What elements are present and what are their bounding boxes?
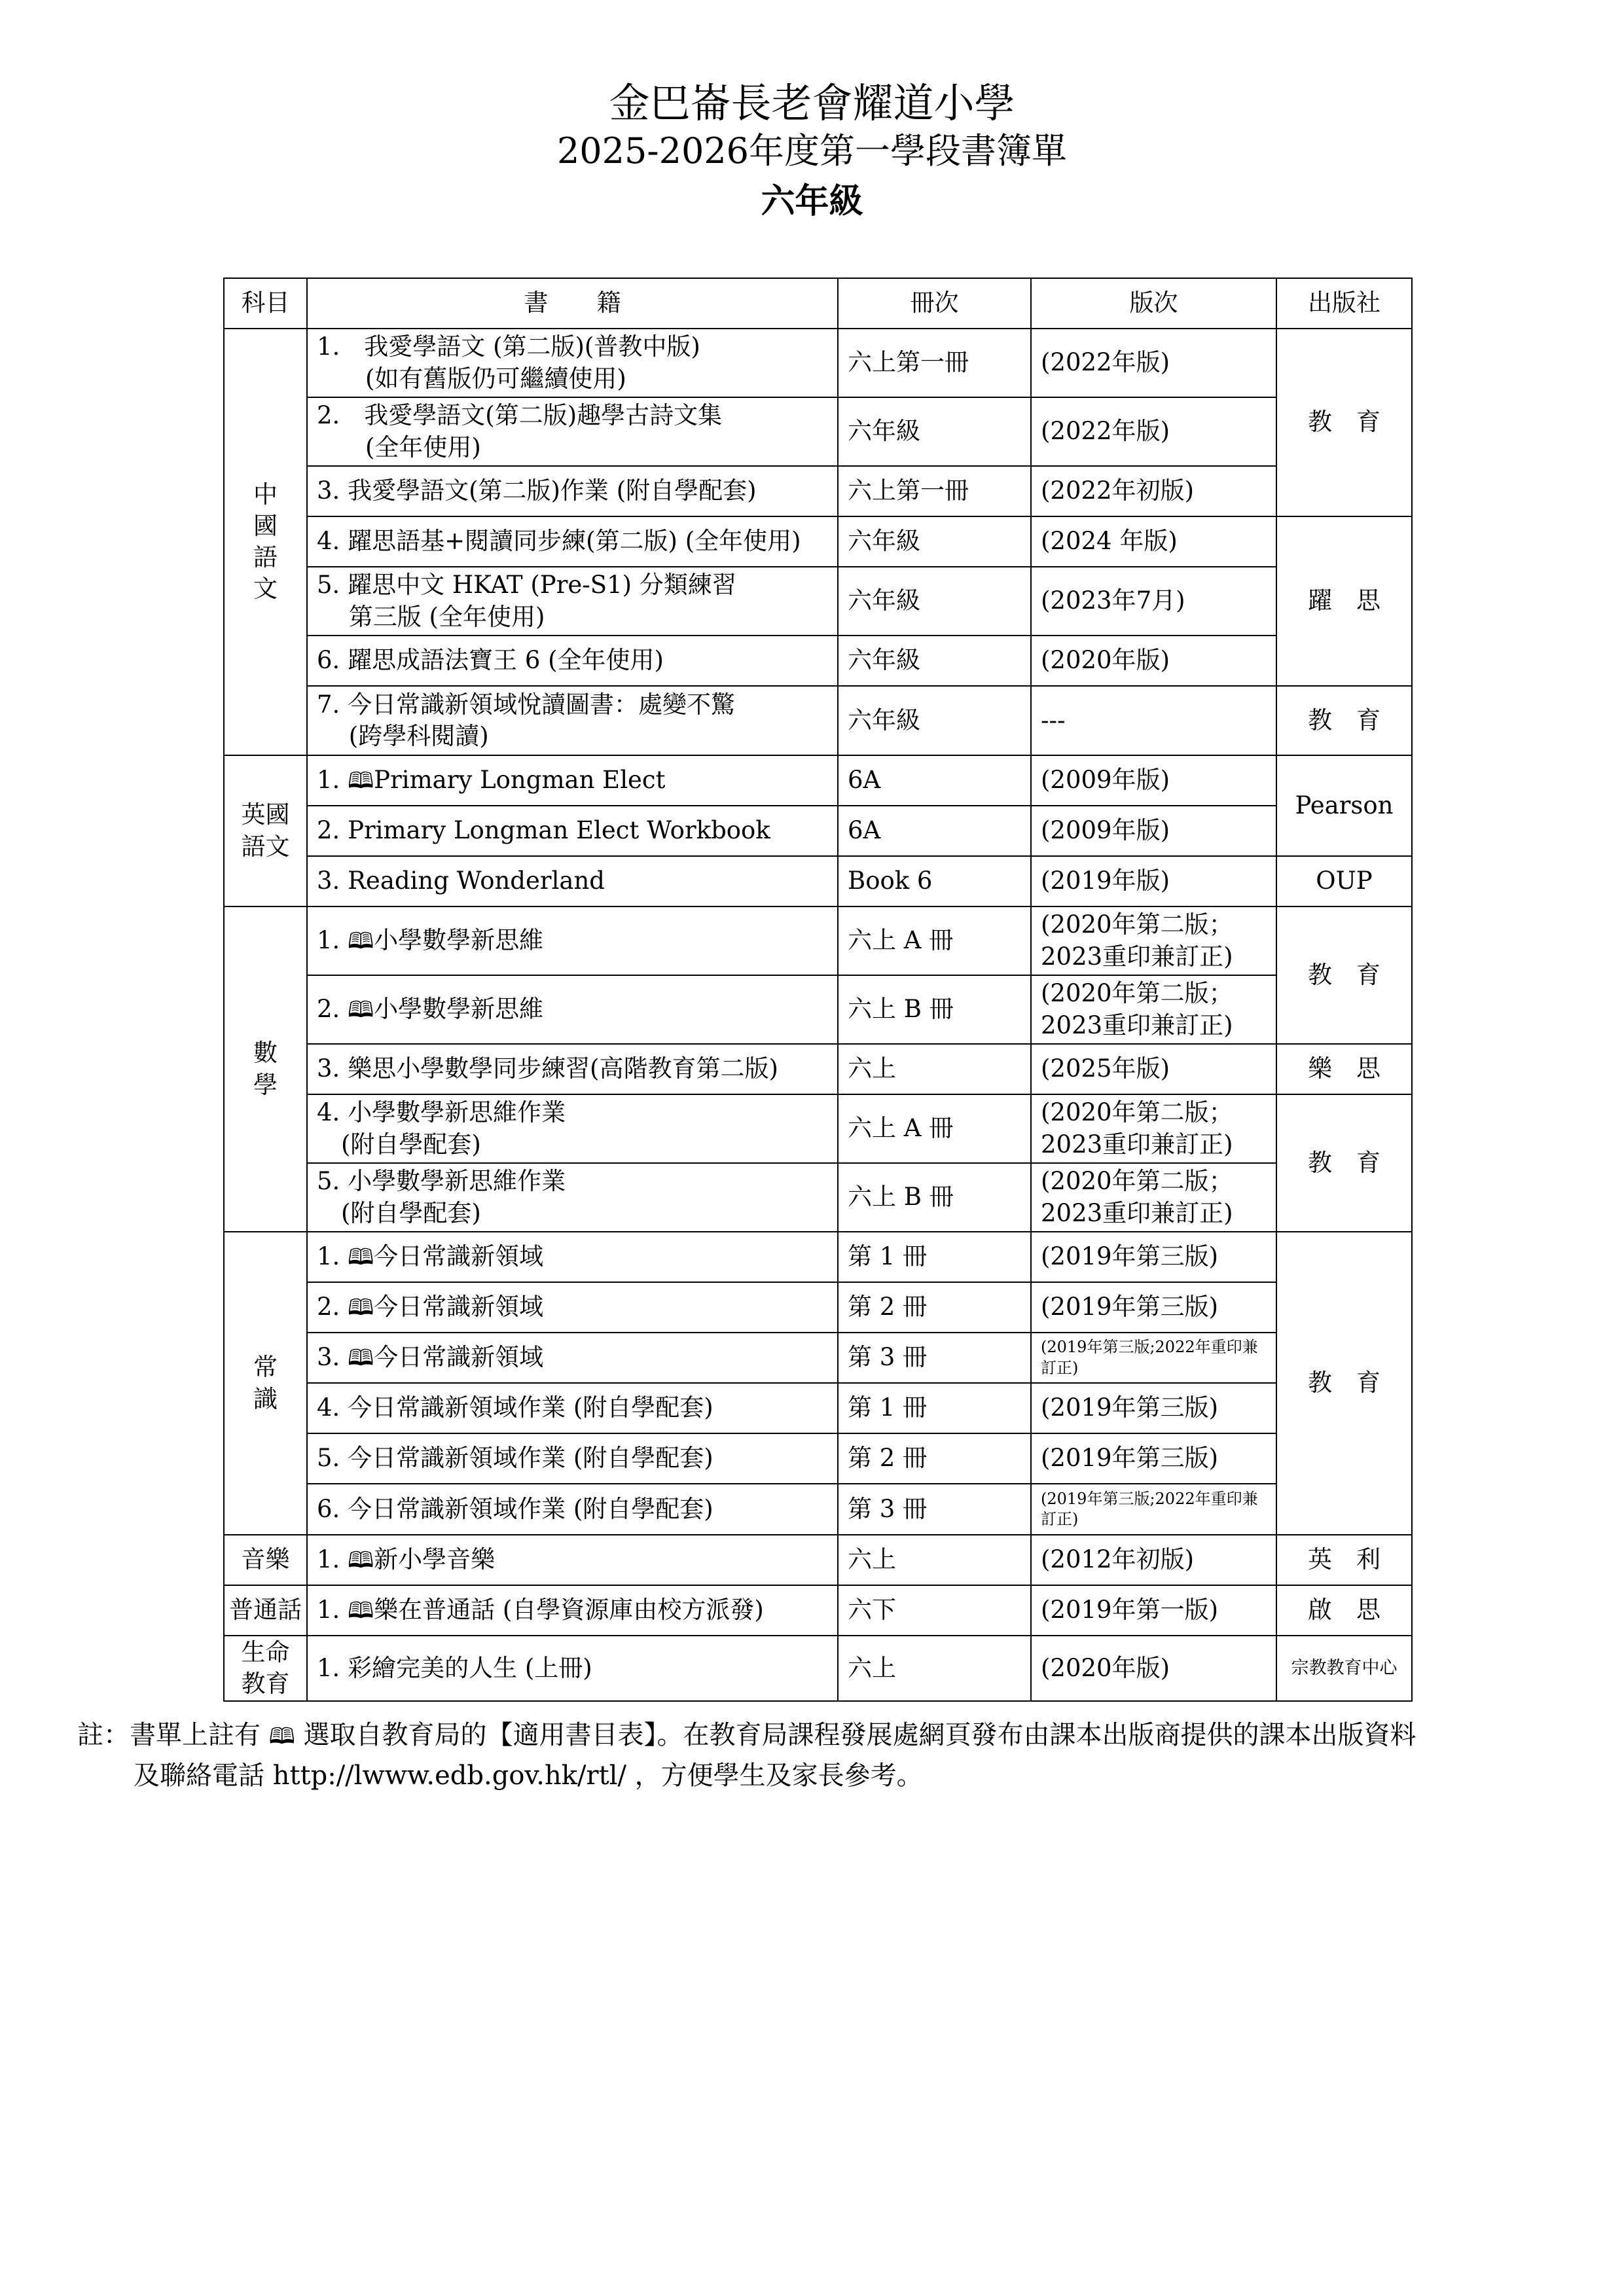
book-edition: (2019年第三版;2022年重印兼訂正) (1031, 1333, 1276, 1383)
table-row (224, 1044, 1412, 1094)
book-edition: (2022年初版) (1031, 466, 1276, 516)
book-title: 1. 🕮今日常識新領域 (307, 1232, 838, 1282)
publisher: 啟 思 (1276, 1585, 1412, 1636)
book-edition: (2019年第三版) (1031, 1433, 1276, 1484)
book-title: 3. 樂思小學數學同步練習(高階教育第二版) (307, 1044, 838, 1094)
book-volume: 六上第一冊 (838, 466, 1031, 516)
booklist-title: 2025-2026年度第一學段書簿單 (556, 130, 1068, 171)
book-edition: (2020年第二版； 2023重印兼訂正) (1031, 975, 1276, 1044)
header-volume: 冊次 (838, 278, 1031, 329)
book-volume: 六年級 (838, 516, 1031, 567)
book-volume: 六年級 (838, 636, 1031, 686)
book-edition: --- (1031, 686, 1276, 755)
book-edition: (2009年版) (1031, 755, 1276, 806)
footnote (77, 1715, 1416, 1796)
school-name: 金巴崙長老會耀道小學 (609, 79, 1015, 127)
book-edition: (2022年版) (1031, 397, 1276, 466)
book-icon: 🕮 (348, 768, 374, 795)
publisher: 宗教教育中心 (1276, 1636, 1412, 1701)
subject-chinese: 中 國 語 文 (224, 329, 307, 755)
publisher: 樂 思 (1276, 1044, 1412, 1094)
book-volume: 第 1 冊 (838, 1383, 1031, 1433)
book-volume: 六上 B 冊 (838, 1163, 1031, 1232)
book-edition: (2023年7月) (1031, 567, 1276, 636)
book-edition: (2019年第三版) (1031, 1282, 1276, 1333)
book-icon: 🕮 (348, 1295, 374, 1321)
book-title: 1. 我愛學語文 (第二版)(普教中版) (如有舊版仍可繼續使用) (307, 329, 838, 397)
table-row (224, 329, 1412, 397)
book-volume: 六上第一冊 (838, 329, 1031, 397)
book-volume: 六年級 (838, 567, 1031, 636)
book-edition: (2024 年版) (1031, 516, 1276, 567)
book-volume: 第 1 冊 (838, 1232, 1031, 1282)
table-row (224, 1094, 1412, 1163)
book-edition: (2019年版) (1031, 856, 1276, 906)
table-row (224, 806, 1412, 856)
book-edition: (2020年版) (1031, 1636, 1276, 1701)
book-title: 7. 今日常識新領域悅讀圖書：處變不驚 (跨學科閱讀) (307, 686, 838, 755)
book-icon: 🕮 (348, 928, 374, 955)
publisher: 英 利 (1276, 1535, 1412, 1585)
book-title: 4. 小學數學新思維作業 (附自學配套) (307, 1094, 838, 1163)
book-title: 6. 今日常識新領域作業 (附自學配套) (307, 1484, 838, 1535)
publisher: Pearson (1276, 755, 1412, 856)
book-volume: 六上 A 冊 (838, 1094, 1031, 1163)
table-row (224, 1636, 1412, 1701)
book-icon: 🕮 (348, 1345, 374, 1372)
book-title: 1. 🕮小學數學新思維 (307, 906, 838, 975)
publisher: 教 育 (1276, 686, 1412, 755)
footnote-line-2: 及聯絡電話 http://lwww.edb.gov.hk/rtl/ ，方便學生及家長參考。 (134, 1761, 923, 1791)
book-icon: 🕮 (348, 1244, 374, 1271)
table-row (224, 636, 1412, 686)
table-row (224, 466, 1412, 516)
book-volume: 第 3 冊 (838, 1484, 1031, 1535)
table-header-row (224, 278, 1412, 329)
book-title: 2. Primary Longman Elect Workbook (307, 806, 838, 856)
book-edition: (2020年版) (1031, 636, 1276, 686)
header-subject: 科目 (224, 278, 307, 329)
book-edition: (2019年第一版) (1031, 1585, 1276, 1636)
book-title: 4. 今日常識新領域作業 (附自學配套) (307, 1383, 838, 1433)
publisher: OUP (1276, 856, 1412, 906)
book-volume: 六上 A 冊 (838, 906, 1031, 975)
publisher: 教 育 (1276, 1094, 1412, 1232)
book-edition: (2019年第三版;2022年重印兼訂正) (1031, 1484, 1276, 1535)
subject-life-education: 生命 教育 (224, 1636, 307, 1701)
booklist-table (223, 278, 1413, 1702)
footnote-line-1: 註：書單上註有 🕮 選取自教育局的【適用書目表】。在教育局課程發展處網頁發布由課本出版商提供的課本出版資料 (77, 1715, 1416, 1755)
book-volume: 6A (838, 755, 1031, 806)
table-row (224, 975, 1412, 1044)
table-row (224, 856, 1412, 906)
book-title: 5. 躍思中文 HKAT (Pre-S1) 分類練習 第三版 (全年使用) (307, 567, 838, 636)
header-edition: 版次 (1031, 278, 1276, 329)
book-edition: (2019年第三版) (1031, 1232, 1276, 1282)
table-row (224, 516, 1412, 567)
book-icon: 🕮 (348, 1547, 374, 1574)
table-row (224, 686, 1412, 755)
book-title: 1. 🕮新小學音樂 (307, 1535, 838, 1585)
book-edition: (2019年第三版) (1031, 1383, 1276, 1433)
subject-general-studies: 常 識 (224, 1232, 307, 1535)
table-row (224, 1282, 1412, 1333)
book-edition: (2022年版) (1031, 329, 1276, 397)
book-title: 2. 🕮小學數學新思維 (307, 975, 838, 1044)
book-title: 1. 🕮Primary Longman Elect (307, 755, 838, 806)
book-volume: 六上 B 冊 (838, 975, 1031, 1044)
book-title: 1. 🕮樂在普通話 (自學資源庫由校方派發) (307, 1585, 838, 1636)
subject-english: 英國 語文 (224, 755, 307, 906)
book-volume: 六上 (838, 1535, 1031, 1585)
book-volume: 六下 (838, 1585, 1031, 1636)
table-row (224, 1163, 1412, 1232)
book-edition: (2020年第二版； 2023重印兼訂正) (1031, 906, 1276, 975)
book-edition: (2025年版) (1031, 1044, 1276, 1094)
table-row (224, 1333, 1412, 1383)
book-icon: 🕮 (348, 1598, 374, 1624)
book-title: 3. Reading Wonderland (307, 856, 838, 906)
book-icon: 🕮 (348, 997, 374, 1024)
subject-music: 音樂 (224, 1535, 307, 1585)
publisher: 躍 思 (1276, 516, 1412, 686)
book-edition: (2009年版) (1031, 806, 1276, 856)
book-volume: 第 2 冊 (838, 1433, 1031, 1484)
publisher: 教 育 (1276, 329, 1412, 516)
book-title: 3. 我愛學語文(第二版)作業 (附自學配套) (307, 466, 838, 516)
book-volume: 6A (838, 806, 1031, 856)
table-row (224, 1535, 1412, 1585)
book-volume: 六上 (838, 1636, 1031, 1701)
header-publisher: 出版社 (1276, 278, 1412, 329)
book-volume: 六上 (838, 1044, 1031, 1094)
table-row (224, 755, 1412, 806)
subject-math: 數 學 (224, 906, 307, 1232)
publisher: 教 育 (1276, 906, 1412, 1044)
book-volume: 六年級 (838, 686, 1031, 755)
book-edition: (2020年第二版； 2023重印兼訂正) (1031, 1163, 1276, 1232)
book-volume: Book 6 (838, 856, 1031, 906)
table-row (224, 906, 1412, 975)
book-title: 5. 小學數學新思維作業 (附自學配套) (307, 1163, 838, 1232)
book-title: 3. 🕮今日常識新領域 (307, 1333, 838, 1383)
table-row (224, 1232, 1412, 1282)
book-title: 1. 彩繪完美的人生 (上冊) (307, 1636, 838, 1701)
book-edition: (2020年第二版； 2023重印兼訂正) (1031, 1094, 1276, 1163)
table-row (224, 1484, 1412, 1535)
table-row (224, 1433, 1412, 1484)
table-row (224, 567, 1412, 636)
table-row (224, 397, 1412, 466)
table-row (224, 1585, 1412, 1636)
book-volume: 第 2 冊 (838, 1282, 1031, 1333)
grade-title: 六年級 (761, 181, 863, 221)
book-title: 2. 我愛學語文(第二版)趣學古詩文集 (全年使用) (307, 397, 838, 466)
book-icon: 🕮 (268, 1723, 295, 1749)
book-title: 4. 躍思語基+閱讀同步練(第二版) (全年使用) (307, 516, 838, 567)
subject-putonghua: 普通話 (224, 1585, 307, 1636)
publisher: 教 育 (1276, 1232, 1412, 1535)
book-edition: (2012年初版) (1031, 1535, 1276, 1585)
book-title: 5. 今日常識新領域作業 (附自學配套) (307, 1433, 838, 1484)
header-book: 書 籍 (307, 278, 838, 329)
book-volume: 第 3 冊 (838, 1333, 1031, 1383)
book-volume: 六年級 (838, 397, 1031, 466)
book-title: 6. 躍思成語法寶王 6 (全年使用) (307, 636, 838, 686)
table-row (224, 1383, 1412, 1433)
book-title: 2. 🕮今日常識新領域 (307, 1282, 838, 1333)
